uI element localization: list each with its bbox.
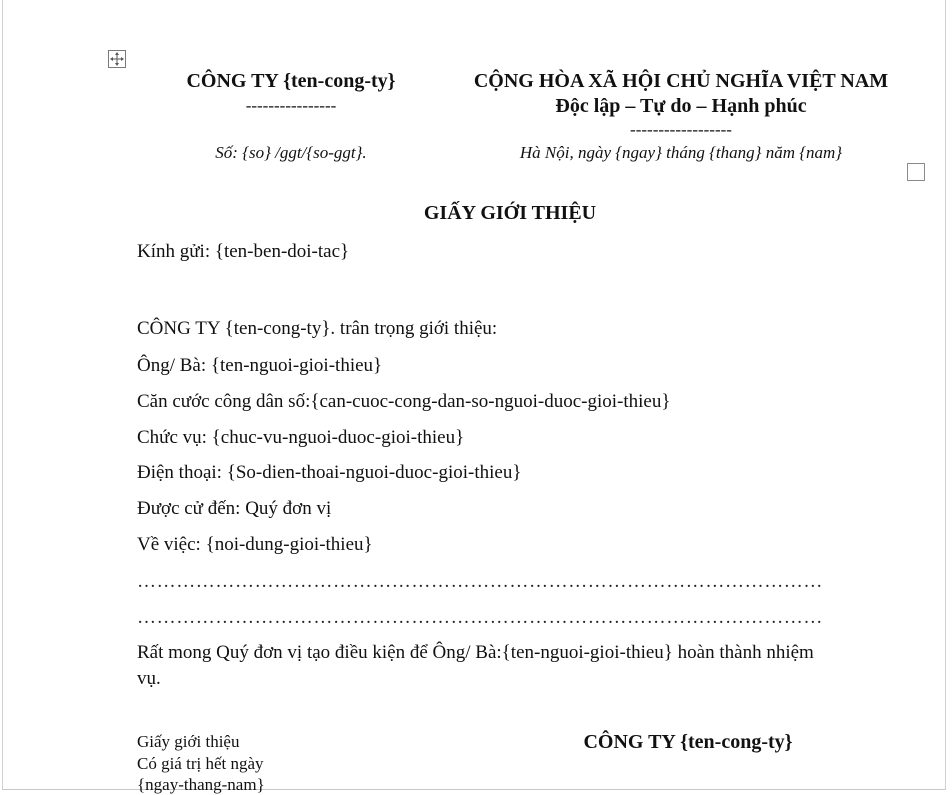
- closing-line-2: vụ.: [137, 668, 161, 689]
- validity-label-1: Giấy giới thiệu: [137, 732, 240, 751]
- sent-to-line: Được cử đến: Quý đơn vị: [137, 498, 332, 519]
- document-number: Số: {so} /ggt/{so-ggt}.: [215, 143, 367, 162]
- intro-line: CÔNG TY {ten-cong-ty}. trân trọng giới thiệu:: [137, 318, 498, 339]
- recipient-line: Kính gửi: {ten-ben-doi-tac}: [137, 241, 350, 262]
- republic-heading: CỘNG HÒA XÃ HỘI CHỦ NGHĨA VIỆT NAM: [473, 70, 889, 92]
- validity-date: {ngay-thang-nam}: [137, 775, 265, 794]
- national-motto: Độc lập – Tự do – Hạnh phúc: [555, 95, 807, 117]
- subject-line: Về việc: {noi-dung-gioi-thieu}: [137, 534, 373, 555]
- table-resize-handle[interactable]: [907, 163, 925, 181]
- date-line: Hà Nội, ngày {ngay} tháng {thang} năm {nam}: [519, 143, 843, 162]
- closing-line-1: Rất mong Quý đơn vị tạo điều kiện để Ông/ Bà:{ten-nguoi-gioi-thieu} hoàn thành nhiệm: [137, 642, 814, 663]
- id-number-line: Căn cước công dân số:{can-cuoc-cong-dan-so-nguoi-duoc-gioi-thieu}: [137, 391, 671, 412]
- phone-line: Điện thoại: {So-dien-thoai-nguoi-duoc-gioi-thieu}: [137, 462, 522, 483]
- validity-label-2: Có giá trị hết ngày: [137, 754, 264, 773]
- position-line: Chức vụ: {chuc-vu-nguoi-duoc-gioi-thieu}: [137, 427, 465, 448]
- person-line: Ông/ Bà: {ten-nguoi-gioi-thieu}: [137, 355, 383, 376]
- dotted-line-2: ……………………………………………………………………………………………: [137, 607, 823, 628]
- move-arrows-icon: [110, 52, 124, 66]
- company-divider: ----------------: [245, 96, 337, 115]
- motto-divider: ------------------: [630, 120, 732, 139]
- document-title: GIẤY GIỚI THIỆU: [423, 202, 597, 224]
- signer-company: CÔNG TY {ten-cong-ty}: [583, 731, 793, 753]
- company-name: CÔNG TY {ten-cong-ty}: [186, 70, 396, 92]
- dotted-line-1: ……………………………………………………………………………………………: [137, 571, 823, 592]
- table-move-handle[interactable]: [108, 50, 126, 68]
